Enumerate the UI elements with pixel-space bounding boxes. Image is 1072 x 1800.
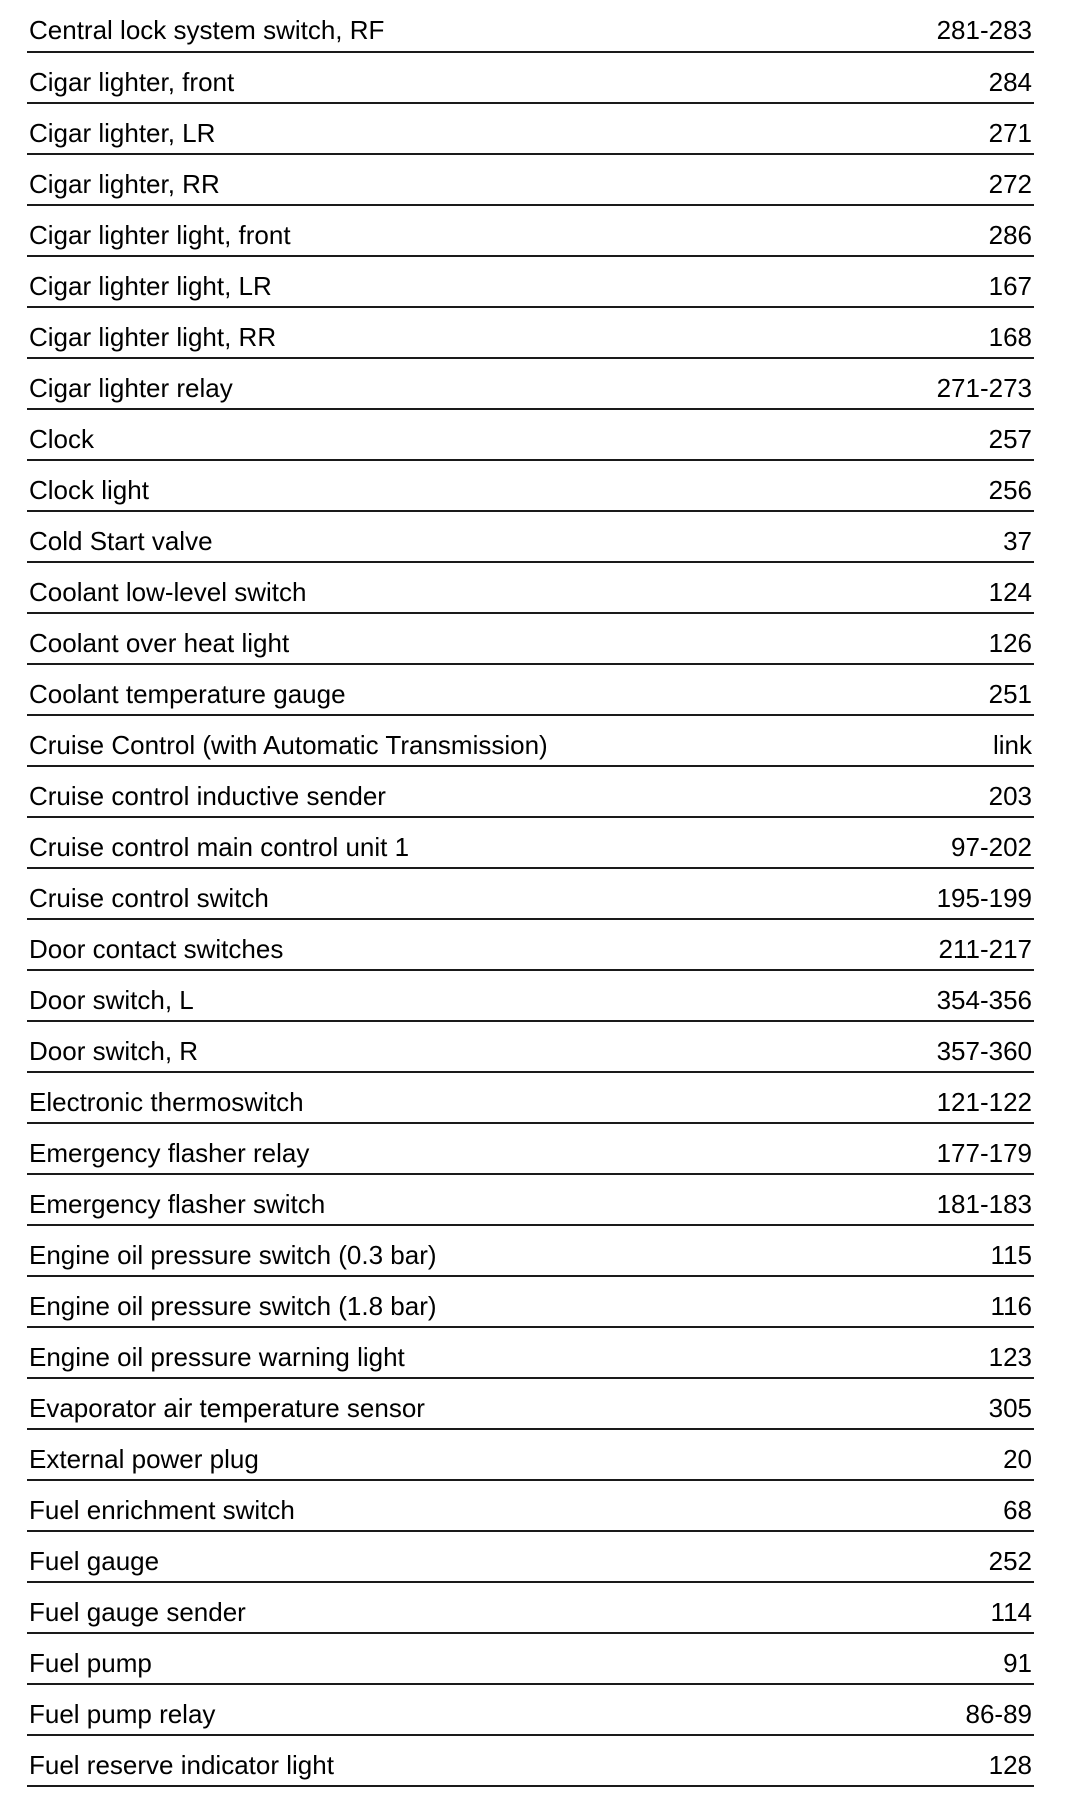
component-name: Door switch, R: [29, 1035, 199, 1066]
table-row: [27, 1532, 1034, 1583]
reference-number: 86-89: [965, 1698, 1032, 1729]
table-row: [27, 563, 1034, 614]
component-name: Cigar lighter, RR: [29, 168, 220, 199]
reference-number: 305: [988, 1392, 1032, 1423]
component-name: Cigar lighter light, LR: [29, 270, 272, 301]
reference-number: 286: [988, 219, 1032, 250]
reference-number: 97-202: [951, 831, 1032, 862]
table-row: [27, 53, 1034, 104]
table-row: [27, 716, 1034, 767]
table-row: [27, 614, 1034, 665]
component-name: Coolant temperature gauge: [29, 678, 346, 709]
table-row: [27, 257, 1034, 308]
component-name: Cigar lighter, LR: [29, 117, 216, 148]
table-row: [27, 512, 1034, 563]
component-name: Coolant low-level switch: [29, 576, 307, 607]
reference-link[interactable]: link: [992, 729, 1032, 760]
reference-number: 211-217: [938, 933, 1032, 964]
component-name: Emergency flasher relay: [29, 1137, 310, 1168]
table-row: [27, 818, 1034, 869]
reference-number: 116: [990, 1290, 1032, 1321]
component-name: Engine oil pressure warning light: [29, 1341, 405, 1372]
table-row: [27, 1685, 1034, 1736]
component-index-table: [27, 0, 1034, 1787]
table-row: [27, 767, 1034, 818]
table-row: [27, 1634, 1034, 1685]
table-row: [27, 359, 1034, 410]
component-name: Cruise control switch: [29, 882, 269, 913]
component-name: External power plug: [29, 1443, 259, 1474]
table-row: [27, 308, 1034, 359]
component-name: Evaporator air temperature sensor: [29, 1392, 425, 1423]
component-name: Central lock system switch, RF: [29, 14, 385, 45]
table-row: [27, 1736, 1034, 1787]
component-name: Cigar lighter relay: [29, 372, 233, 403]
reference-number: 68: [1003, 1494, 1032, 1525]
reference-number: 114: [990, 1596, 1032, 1627]
table-row: [27, 1124, 1034, 1175]
component-name: Electronic thermoswitch: [29, 1086, 304, 1117]
reference-number: 167: [988, 270, 1032, 301]
reference-number: 357-360: [936, 1035, 1032, 1066]
reference-number: 284: [988, 66, 1032, 97]
table-row: [27, 869, 1034, 920]
table-row: [27, 920, 1034, 971]
table-row: [27, 1226, 1034, 1277]
reference-number: 354-356: [936, 984, 1032, 1015]
component-name: Fuel enrichment switch: [29, 1494, 295, 1525]
component-name: Clock light: [29, 474, 149, 505]
component-name: Cruise Control (with Automatic Transmission): [29, 729, 548, 760]
component-name: Fuel pump: [29, 1647, 152, 1678]
reference-number: 168: [988, 321, 1032, 352]
table-row: [27, 1430, 1034, 1481]
reference-number: 203: [988, 780, 1032, 811]
reference-number: 256: [988, 474, 1032, 505]
table-row: [27, 1481, 1034, 1532]
table-row: [27, 1379, 1034, 1430]
component-name: Engine oil pressure switch (1.8 bar): [29, 1290, 437, 1321]
reference-number: 272: [988, 168, 1032, 199]
component-name: Coolant over heat light: [29, 627, 290, 658]
reference-number: 181-183: [936, 1188, 1032, 1219]
component-name: Fuel reserve indicator light: [29, 1749, 334, 1780]
reference-number: 115: [990, 1239, 1032, 1270]
component-name: Fuel gauge: [29, 1545, 160, 1576]
table-row: [27, 461, 1034, 512]
table-row: [27, 1175, 1034, 1226]
table-row: [27, 0, 1034, 53]
table-row: [27, 665, 1034, 716]
reference-number: 20: [1003, 1443, 1032, 1474]
reference-number: 195-199: [936, 882, 1032, 913]
component-name: Engine oil pressure switch (0.3 bar): [29, 1239, 437, 1270]
table-row: [27, 104, 1034, 155]
component-name: Cruise control inductive sender: [29, 780, 386, 811]
component-name: Cigar lighter light, front: [29, 219, 291, 250]
component-name: Fuel gauge sender: [29, 1596, 246, 1627]
component-name: Emergency flasher switch: [29, 1188, 326, 1219]
reference-number: 121-122: [936, 1086, 1032, 1117]
component-name: Cigar lighter light, RR: [29, 321, 277, 352]
table-row: [27, 1328, 1034, 1379]
table-row: [27, 155, 1034, 206]
table-row: [27, 1277, 1034, 1328]
component-name: Fuel pump relay: [29, 1698, 216, 1729]
reference-number: 123: [988, 1341, 1032, 1372]
reference-number: 281-283: [936, 14, 1032, 45]
reference-number: 252: [988, 1545, 1032, 1576]
reference-number: 126: [988, 627, 1032, 658]
table-row: [27, 1073, 1034, 1124]
reference-number: 257: [988, 423, 1032, 454]
component-name: Cruise control main control unit 1: [29, 831, 410, 862]
reference-number: 177-179: [936, 1137, 1032, 1168]
table-row: [27, 1022, 1034, 1073]
reference-number: 128: [988, 1749, 1032, 1780]
table-row: [27, 971, 1034, 1022]
reference-number: 251: [988, 678, 1032, 709]
reference-number: 271-273: [936, 372, 1032, 403]
component-name: Door switch, L: [29, 984, 194, 1015]
component-name: Cold Start valve: [29, 525, 213, 556]
component-name: Clock: [29, 423, 95, 454]
reference-number: 271: [988, 117, 1032, 148]
component-name: Door contact switches: [29, 933, 284, 964]
reference-number: 91: [1003, 1647, 1032, 1678]
table-row: [27, 410, 1034, 461]
reference-number: 124: [988, 576, 1032, 607]
reference-number: 37: [1003, 525, 1032, 556]
table-row: [27, 206, 1034, 257]
table-row: [27, 1583, 1034, 1634]
component-name: Cigar lighter, front: [29, 66, 235, 97]
